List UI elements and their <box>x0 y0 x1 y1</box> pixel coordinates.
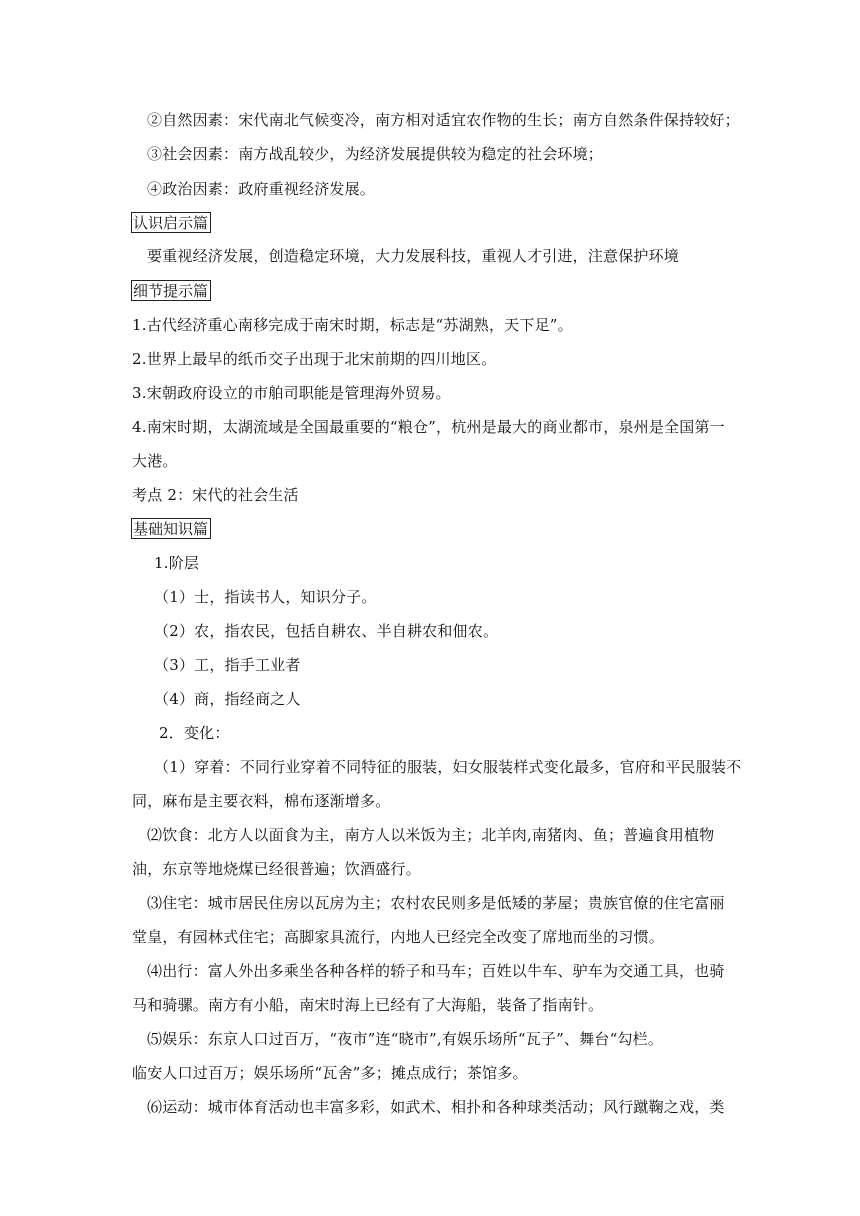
change-item-2-cont: 油，东京等地烧煤已经很普遍；饮酒盛行。 <box>132 860 421 878</box>
natural-factor-line: ②自然因素：宋代南北气候变冷，南方相对适宜农作物的生长；南方自然条件保持较好； <box>147 111 740 129</box>
change-item-1-cont: 同，麻布是主要衣料，棉布逐渐增多。 <box>132 792 391 810</box>
detail-item-3: 3.宋朝政府设立的市舶司职能是管理海外贸易。 <box>132 384 451 402</box>
change-item-2: ⑵饮食：北方人以面食为主，南方人以米饭为主；北羊肉,南猪肉、鱼；普遍食用植物 <box>147 826 715 844</box>
detail-item-4: 4.南宋时期，太湖流域是全国最重要的“粮仓”，杭州是最大的商业都市，泉州是全国第一 <box>132 418 725 436</box>
basic-knowledge-heading: 基础知识篇 <box>131 518 211 539</box>
class-item-3: （3）工，指手工业者 <box>154 656 301 674</box>
change-item-4-cont: 马和骑骡。南方有小船，南宋时海上已经有了大海船，装备了指南针。 <box>132 996 604 1014</box>
detail-item-2: 2.世界上最早的纸币交子出现于北宋前期的四川地区。 <box>132 350 497 368</box>
class-item-2: （2）农，指农民，包括自耕农、半自耕农和佃农。 <box>154 622 499 640</box>
detail-heading: 细节提示篇 <box>131 280 211 301</box>
political-factor-line: ④政治因素：政府重视经济发展。 <box>147 180 376 198</box>
change-item-1: （1）穿着：不同行业穿着不同特征的服装，妇女服装样式变化最多，官府和平民服装不 <box>154 758 742 776</box>
detail-item-1: 1.古代经济重心南移完成于南宋时期，标志是“苏湖熟，天下足”。 <box>132 316 573 334</box>
class-title: 1.阶层 <box>154 554 200 572</box>
social-factor-line: ③社会因素：南方战乱较少，为经济发展提供较为稳定的社会环境； <box>147 145 604 163</box>
kaodian-title: 考点 2：宋代的社会生活 <box>132 486 299 504</box>
change-item-5: ⑸娱乐：东京人口过百万，“夜市”连“晓市”,有娱乐场所“瓦子”、舞台“勾栏。 <box>147 1030 664 1048</box>
change-item-3-cont: 堂皇，有园林式住宅；高脚家具流行，内地人已经完全改变了席地而坐的习惯。 <box>132 928 665 946</box>
change-item-4: ⑷出行：富人外出多乘坐各种各样的轿子和马车；百姓以牛车、驴车为交通工具，也骑 <box>147 962 725 980</box>
class-item-4: （4）商，指经商之人 <box>154 690 301 708</box>
class-item-1: （1）士，指读书人，知识分子。 <box>154 588 377 606</box>
change-item-3: ⑶住宅：城市居民住房以瓦房为主；农村农民则多是低矮的茅屋；贵族官僚的住宅富丽 <box>147 894 725 912</box>
insight-heading: 认识启示篇 <box>131 212 211 233</box>
detail-item-4-cont: 大港。 <box>132 452 178 470</box>
change-item-6: ⑹运动：城市体育活动也丰富多彩，如武术、相扑和各种球类活动；风行蹴鞠之戏，类 <box>147 1098 725 1116</box>
change-title: 2．变化： <box>159 724 230 742</box>
insight-text: 要重视经济发展，创造稳定环境，大力发展科技，重视人才引进，注意保护环境 <box>147 247 680 265</box>
change-item-5-cont: 临安人口过百万；娱乐场所“瓦舍”多；摊点成行；茶馆多。 <box>132 1064 528 1082</box>
